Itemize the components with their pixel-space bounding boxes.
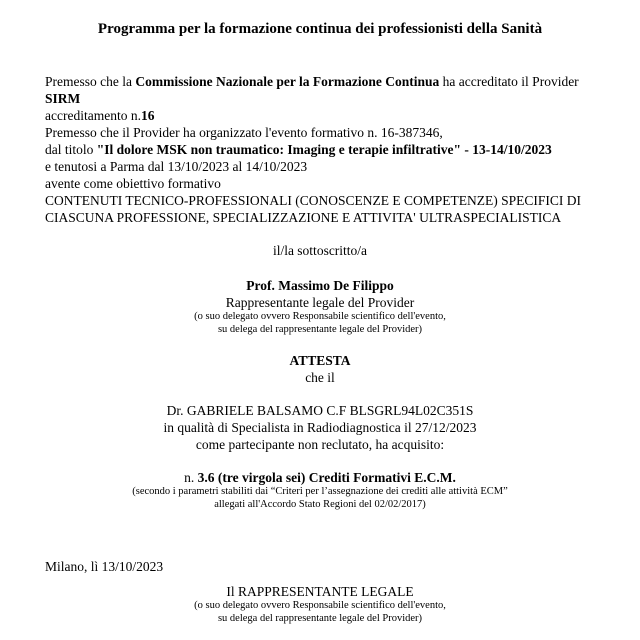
- attesta-heading: ATTESTA: [289, 353, 351, 368]
- legal-rep-block: [45, 277, 595, 336]
- premise-line-1-text: Premesso che la: [45, 74, 136, 89]
- place-date-line: [45, 558, 595, 575]
- participant-role-line: in qualità di Specialista in Radiodiagnostica il 27/12/2023: [163, 420, 477, 435]
- signature-block: [45, 583, 595, 625]
- event-location-line: e tenutosi a Parma dal 13/10/2023 al 14/10/2023: [45, 159, 308, 174]
- credits-prefix: n.: [184, 470, 198, 485]
- signature-title: Il RAPPRESENTANTE LEGALE: [226, 584, 414, 599]
- credits-note-2: allegati all'Accordo Stato Regioni del 02/02/2017): [214, 498, 426, 510]
- premise-block: [45, 73, 595, 226]
- legal-rep-note-1: (o suo delegato ovvero Responsabile scientifico dell'evento,: [194, 311, 446, 322]
- credits-line: [45, 469, 595, 486]
- event-title-label: dal titolo: [45, 142, 97, 157]
- commission-name: Commissione Nazionale per la Formazione Continua: [135, 74, 440, 89]
- signature-note-2: su delega del rappresentante legale del Provider): [217, 612, 423, 624]
- accreditation-label: accreditamento n.: [45, 108, 141, 123]
- event-number-line: Premesso che il Provider ha organizzato l'evento formativo n. 16-387346,: [45, 125, 443, 140]
- che-il-label: che il: [305, 370, 335, 385]
- participant-name-line: Dr. GABRIELE BALSAMO C.F BLSGRL94L02C351S: [166, 403, 474, 418]
- objective-label-line: avente come obiettivo formativo: [45, 176, 221, 191]
- credits-note-1: (secondo i parametri stabiliti dai “Criteri per l’assegnazione dei crediti alle attività ECM”: [132, 486, 508, 497]
- premise-line-1: [45, 73, 595, 90]
- event-title: "Il dolore MSK non traumatico: Imaging e terapie infiltrative" - 13-14/10/2023: [96, 142, 552, 157]
- participant-block: [45, 402, 595, 453]
- objective-content-line: CONTENUTI TECNICO-PROFESSIONALI (CONOSCENZE E COMPETENZE) SPECIFICI DI CIASCUNA PROFESSIONE, SPECIALIZZAZIONE E ATTIVITA' ULTRASPECIALISTICA: [45, 193, 581, 225]
- accreditation-number: 16: [140, 108, 155, 123]
- accreditation-line: [45, 107, 595, 124]
- premise-line-1-tail: ha accreditato il Provider: [439, 74, 579, 89]
- undersigned-label: il/la sottoscritto/a: [272, 243, 368, 258]
- credits-block: [45, 469, 595, 511]
- document-title: Programma per la formazione continua dei professionisti della Sanità: [97, 21, 543, 37]
- participant-status-line: come partecipante non reclutato, ha acquisito:: [195, 437, 445, 452]
- signature-note-1: (o suo delegato ovvero Responsabile scientifico dell'evento,: [194, 600, 446, 611]
- event-title-line: [45, 141, 595, 158]
- legal-rep-role: Rappresentante legale del Provider: [225, 295, 415, 310]
- place-date: Milano, lì 13/10/2023: [45, 559, 164, 574]
- provider-name: SIRM: [45, 91, 81, 106]
- legal-rep-note-2: su delega del rappresentante legale del Provider): [217, 323, 423, 335]
- credits-value: 3.6 (tre virgola sei) Crediti Formativi E.C.M.: [197, 470, 456, 485]
- legal-rep-name: Prof. Massimo De Filippo: [246, 278, 394, 293]
